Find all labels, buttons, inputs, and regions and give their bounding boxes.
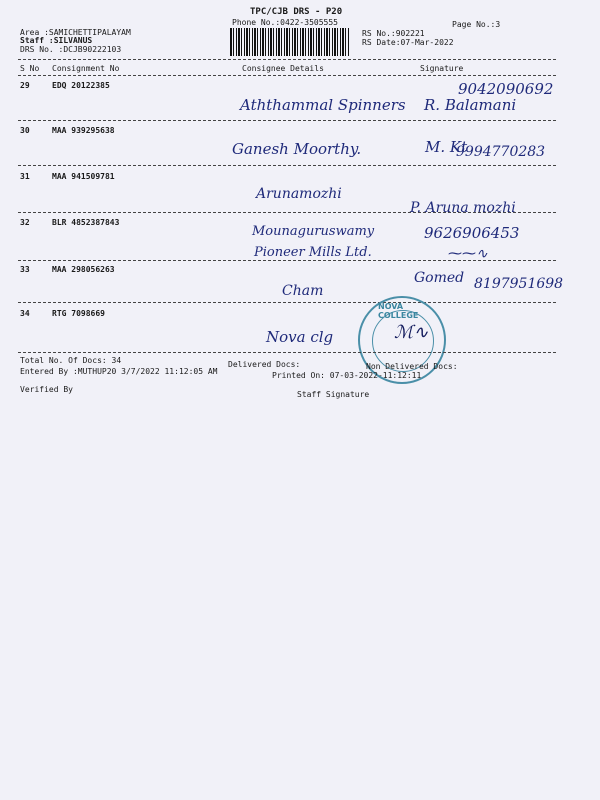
handwritten-consignee: Ganesh Moorthy. <box>232 140 362 158</box>
handwritten-signature: M. Kt <box>425 138 468 156</box>
handwritten-consignee-company: Pioneer Mills Ltd. <box>254 245 372 260</box>
drs-number: DRS No. :DCJB90222103 <box>20 45 122 54</box>
col-sno: S No <box>20 64 40 73</box>
handwritten-signature: R. Balamani <box>424 96 517 114</box>
row-sno: 29 <box>20 81 30 90</box>
row-sno: 33 <box>20 265 30 274</box>
row-consignment: BLR 4852387843 <box>52 218 120 227</box>
rs-date: RS Date:07-Mar-2022 <box>362 38 454 47</box>
col-consignee: Consignee Details <box>242 64 324 73</box>
document-title: TPC/CJB DRS - P20 <box>250 7 343 17</box>
handwritten-signature: Gomed <box>414 270 465 286</box>
handwritten-consignee: Mounaguruswamy <box>252 224 375 239</box>
col-signature: Signature <box>420 64 464 73</box>
row-consignment: MAA 298056263 <box>52 265 115 274</box>
row-consignment: MAA 939295638 <box>52 126 115 135</box>
row-sno: 34 <box>20 309 30 318</box>
divider <box>18 212 556 213</box>
row-consignment: RTG 7098669 <box>52 309 105 318</box>
divider <box>18 165 556 166</box>
divider <box>18 302 556 303</box>
page-number: Page No.:3 <box>452 20 501 29</box>
total-docs: Total No. Of Docs: 34 <box>20 356 122 365</box>
phone-number: Phone No.:0422-3505555 <box>232 18 338 27</box>
handwritten-consignee: Arunamozhi <box>256 186 342 202</box>
divider <box>18 75 556 76</box>
divider <box>18 352 556 353</box>
area-label: Area :SAMICHETTIPALAYAM <box>20 28 131 37</box>
staff-label: Staff :SILVANUS <box>20 36 93 45</box>
stamp-text: NOVA COLLEGE <box>378 302 419 320</box>
divider <box>18 260 556 261</box>
row-sno: 31 <box>20 172 30 181</box>
handwritten-phone: 9042090692 <box>458 80 554 98</box>
row-consignment: MAA 941509781 <box>52 172 115 181</box>
handwritten-scribble: ⁓⁓∿ <box>448 246 488 262</box>
handwritten-signature-scribble: ℳ∿ <box>394 322 429 343</box>
row-consignment: EDQ 20122385 <box>52 81 110 90</box>
handwritten-consignee: Nova clg <box>266 328 334 346</box>
non-delivered-docs: Non Delivered Docs: <box>366 362 458 371</box>
handwritten-consignee: Aththammal Spinners <box>240 96 406 114</box>
printed-on: Printed On: 07-03-2022-11:12:11 <box>272 371 422 380</box>
row-sno: 30 <box>20 126 30 135</box>
delivered-docs: Delivered Docs: <box>228 360 301 369</box>
handwritten-phone: 9994770283 <box>456 144 546 160</box>
row-sno: 32 <box>20 218 30 227</box>
rs-number: RS No.:902221 <box>362 29 425 38</box>
barcode <box>230 28 350 56</box>
verified-by: Verified By <box>20 385 73 394</box>
handwritten-phone: 8197951698 <box>474 276 564 292</box>
entered-by: Entered By :MUTHUP20 3/7/2022 11:12:05 AM <box>20 367 218 376</box>
staff-signature: Staff Signature <box>297 390 370 399</box>
divider <box>18 59 556 60</box>
divider <box>18 120 556 121</box>
handwritten-signature: P. Aruna mozhi <box>410 200 516 216</box>
col-consignment: Consignment No <box>52 64 120 73</box>
handwritten-consignee: Cham <box>282 283 324 299</box>
handwritten-signature: 9626906453 <box>424 224 520 242</box>
